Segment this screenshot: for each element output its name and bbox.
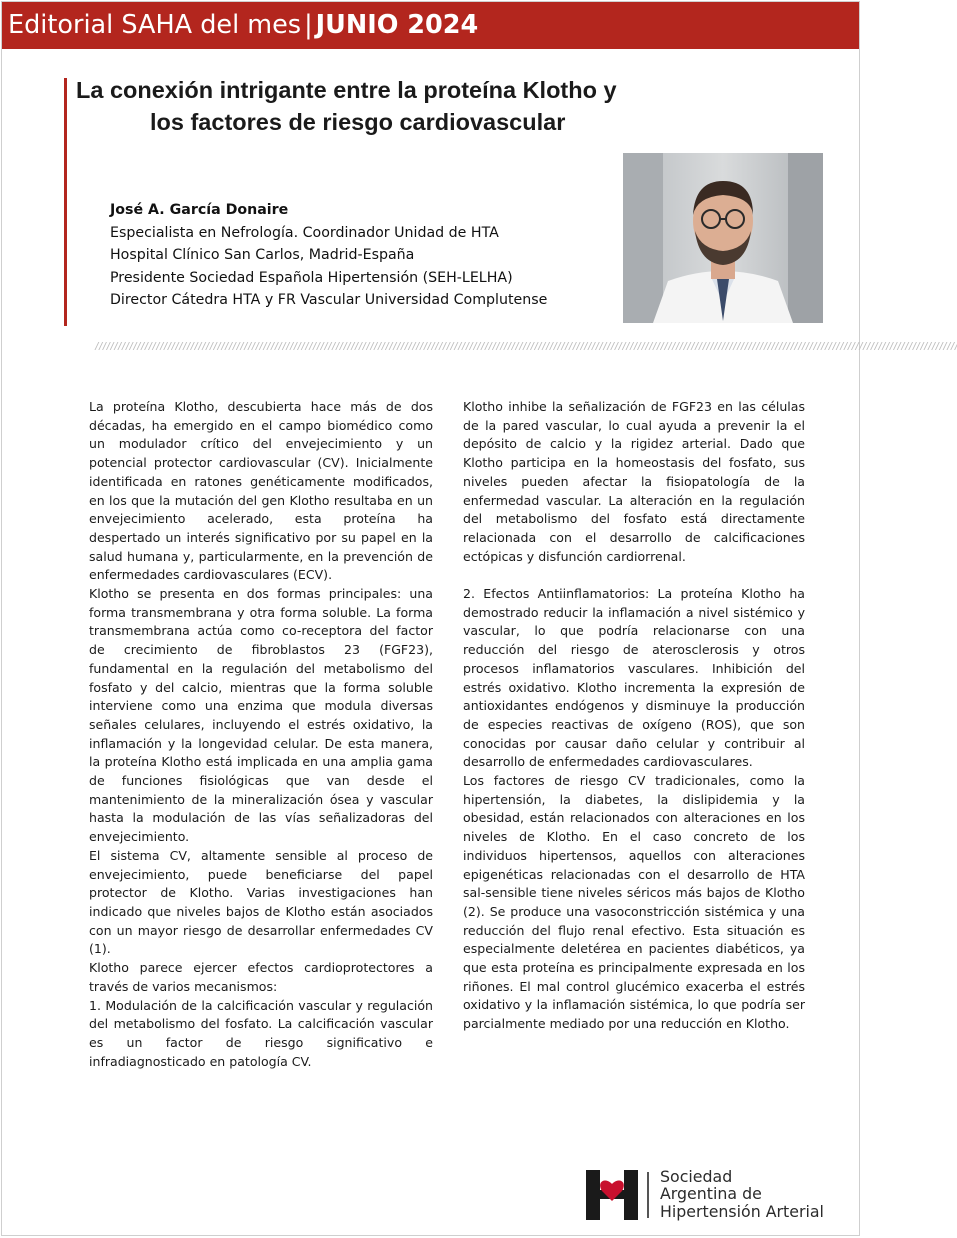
header-label: Editorial SAHA del mes [8, 10, 302, 40]
body-column-left [89, 398, 433, 1071]
paragraph: Klotho parece ejercer efectos cardioprotectores a través de varios mecanismos: [89, 960, 433, 994]
author-credential: Hospital Clínico San Carlos, Madrid-España [110, 247, 415, 263]
author-photo [623, 153, 823, 323]
paragraph: La proteína Klotho, descubierta hace más de dos décadas, ha emergido en el campo biomédico como un modulador crítico del envejecimiento y un potencial protector cardiovascular (CV). Inicialmente identificada en ratones genéticamente modificados, en los que la mutación del gen Klotho resultaba en un envejecimiento acelerado, esta proteína ha despertado un interés significativo por su papel en la salud humana y, particularmente, en la prevención de enfermedades cardiovasculares (ECV). [89, 399, 433, 583]
header-month: JUNIO 2024 [315, 10, 479, 40]
paragraph: Los factores de riesgo CV tradicionales, como la hipertensión, la diabetes, la dislipidemia y la obesidad, están relacionados con alteraciones en los niveles de Klotho. En el caso concreto de los individuos hipertensos, aquellos con alteraciones epigenéticas relacionadas con el desarrollo de HTA sal-sensible tiene niveles séricos más bajos de Klotho (2). Se produce una vasoconstricción sistémica y una reducción del flujo renal efectivo. Esta situación es especialmente deletérea en pacientes diabéticos, ya que esta proteína es principalmente expresada en los riñones. El mal control glucémico exacerba el estrés oxidativo y la inflamación sistémica, lo que podría ser parcialmente mediado por una reducción en Klotho. [463, 773, 805, 1032]
article-title [76, 74, 766, 138]
header-separator: | [304, 10, 313, 40]
logo-line: Hipertensión Arterial [660, 1201, 824, 1221]
author-name: José A. García Donaire [110, 202, 289, 218]
author-credential: Presidente Sociedad Española Hipertensión (SEH-LELHA) [110, 269, 513, 286]
paragraph: 2. Efectos Antiinflamatorios: La proteína Klotho ha demostrado reducir la inflamación a nivel sistémico y vascular, lo que podría relacionarse con una reducción del riesgo de aterosclerosis y otros procesos inflamatorios vasculares. Inhibición del estrés oxidativo. Klotho incrementa la expresión de antioxidantes endógenos y disminuye la producción de especies reactivas de oxígeno (ROS), que son conocidas por causar daño celular y contribuir al desarrollo de enfermedades cardiovasculares. [463, 586, 805, 770]
title-line-1: La conexión intrigante entre la proteína Klotho y [76, 77, 617, 103]
title-accent-bar [64, 78, 67, 326]
paragraph: Klotho inhibe la señalización de FGF23 en las células de la pared vascular, lo cual ayuda a prevenir la el depósito de calcio y la rigidez arterial. Dado que Klotho participa en la homeostasis del fosfato, sus niveles pueden afectar la fisiopatología de la enfermedad vascular. La alteración en la regulación del metabolismo del fosfato está directamente relacionada con el desarrollo de calcificaciones ectópicas y disfunción cardiorrenal. [463, 399, 805, 564]
logo-line: Sociedad [660, 1167, 733, 1186]
section-divider: ////////////////////////////////////////////////////////////////////////////////////////////////////////////////////////////////////////////////////////////////////////////////////////////////////////////////////////////////// [94, 341, 957, 352]
paragraph: 1. Modulación de la calcificación vascular y regulación del metabolismo del fosfato. La calcificación vascular es un factor de riesgo significativo e infradiagnosticado en patología CV. [89, 997, 433, 1069]
paragraph: El sistema CV, altamente sensible al proceso de envejecimiento, puede beneficiarse del papel protector de Klotho. Varias investigaciones han indicado que niveles bajos de Klotho están asociados con un mayor riesgo de desarrollar enfermedades CV (1). [89, 847, 433, 957]
author-portrait-icon [623, 153, 823, 323]
author-credential: Director Cátedra HTA y FR Vascular Universidad Complutense [110, 292, 548, 308]
paragraph: Klotho se presenta en dos formas principales: una forma transmembrana y otra forma soluble. La forma transmembrana actúa como co-receptora del factor de crecimiento de fibroblastos 23 (FGF23), fundamental en la regulación del metabolismo del fosfato y del calcio, mientras que la forma soluble interviene como una enzima que modula diversas señales celulares, incluyendo el estrés oxidativo, la inflamación y la longevidad celular. De esta manera, la proteína Klotho está implicada en una amplia gama de funciones fisiológicas que van desde el mantenimiento de la mineralización ósea y vascular hasta la modulación de las vías señalizadoras del envejecimiento. [89, 586, 433, 845]
saha-logo-text [660, 1168, 824, 1220]
title-line-2: los factores de riesgo cardiovascular [150, 109, 566, 135]
author-credential: Especialista en Nefrología. Coordinador Unidad de HTA [110, 224, 499, 241]
logo-line: Argentina de [660, 1184, 762, 1204]
editorial-header [2, 2, 859, 49]
body-column-right [463, 398, 805, 1034]
author-block [110, 199, 610, 312]
